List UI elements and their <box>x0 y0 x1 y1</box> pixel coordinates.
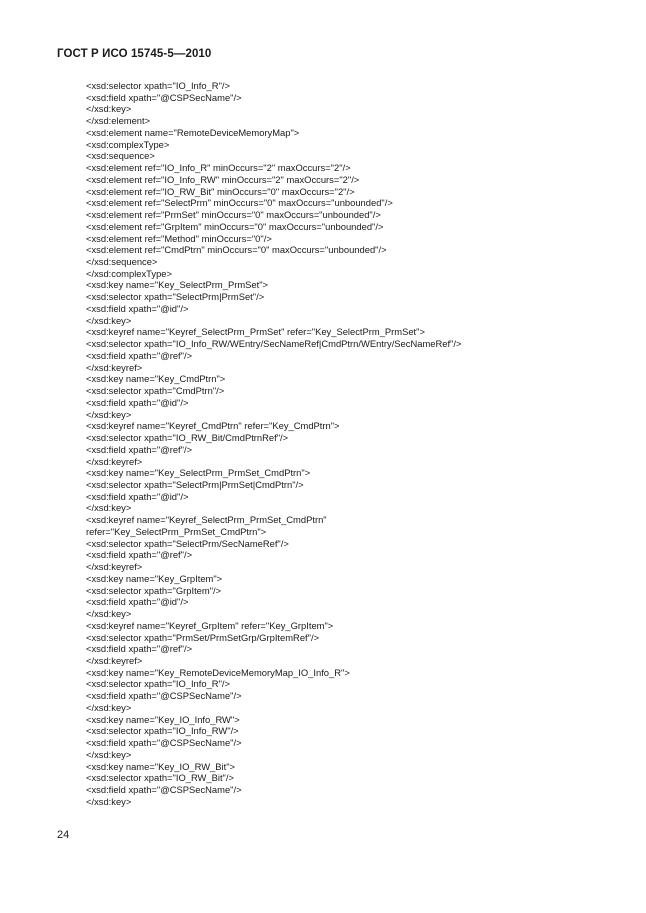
code-line: <xsd:key name="Key_SelectPrm_PrmSet_CmdPtrn"> <box>86 467 311 479</box>
code-line: </xsd:keyref> <box>86 654 143 666</box>
code-line: <xsd:field xpath="@id"/> <box>86 490 189 502</box>
code-line: </xsd:element> <box>86 115 151 127</box>
code-line: </xsd:key> <box>86 608 132 620</box>
code-line: <xsd:element ref="Method" minOccurs="0"/> <box>86 232 272 244</box>
code-line: <xsd:field xpath="@ref"/> <box>86 349 193 361</box>
code-line: </xsd:keyref> <box>86 361 143 373</box>
code-line: <xsd:selector xpath="IO_Info_R"/> <box>86 80 230 91</box>
code-line: <xsd:selector xpath="IO_Info_R"/> <box>86 678 230 690</box>
code-line: <xsd:element ref="SelectPrm" minOccurs="0" maxOccurs="unbounded"/> <box>86 197 393 209</box>
code-line: <xsd:element name="RemoteDeviceMemoryMap"> <box>86 126 300 138</box>
code-line: <xsd:keyref name="Keyref_SelectPrm_PrmSet_CmdPtrn" <box>86 514 327 526</box>
code-line: <xsd:key name="Key_IO_RW_Bit"> <box>86 760 236 772</box>
code-line: <xsd:selector xpath="IO_RW_Bit/CmdPtrnRef"/> <box>86 432 289 444</box>
code-line: </xsd:sequence> <box>86 256 158 268</box>
code-line: <xsd:element ref="PrmSet" minOccurs="0" maxOccurs="unbounded"/> <box>86 209 381 221</box>
code-line: <xsd:field xpath="@ref"/> <box>86 549 193 561</box>
code-line: <xsd:keyref name="Keyref_SelectPrm_PrmSet" refer="Key_SelectPrm_PrmSet"> <box>86 326 425 338</box>
code-line: <xsd:element ref="GrpItem" minOccurs="0" maxOccurs="unbounded"/> <box>86 220 384 232</box>
page-number: 24 <box>57 829 70 841</box>
code-line: <xsd:selector xpath="IO_Info_RW/WEntry/SecNameRef|CmdPtrn/WEntry/SecNameRef"/> <box>86 338 462 350</box>
code-line: <xsd:field xpath="@CSPSecName"/> <box>86 690 242 702</box>
code-line: <xsd:selector xpath="SelectPrm/SecNameRef"/> <box>86 537 289 549</box>
code-line: <xsd:keyref name="Keyref_CmdPtrn" refer="Key_CmdPtrn"> <box>86 420 340 432</box>
code-line: </xsd:key> <box>86 103 132 115</box>
code-line: <xsd:key name="Key_IO_Info_RW"> <box>86 713 240 725</box>
code-line: <xsd:element ref="IO_RW_Bit" minOccurs="0" maxOccurs="2"/> <box>86 185 355 197</box>
code-line: <xsd:key name="Key_GrpItem"> <box>86 572 223 584</box>
code-line: <xsd:sequence> <box>86 150 155 162</box>
code-line: <xsd:field xpath="@ref"/> <box>86 643 193 655</box>
code-line: <xsd:field xpath="@CSPSecName"/> <box>86 91 242 103</box>
code-line: <xsd:element ref="IO_Info_R" minOccurs="2" maxOccurs="2"/> <box>86 162 351 174</box>
code-line: <xsd:field xpath="@CSPSecName"/> <box>86 784 242 796</box>
code-line: </xsd:key> <box>86 314 132 326</box>
code-line: <xsd:selector xpath="SelectPrm|PrmSet|CmdPtrn"/> <box>86 478 304 490</box>
code-line: <xsd:field xpath="@CSPSecName"/> <box>86 737 242 749</box>
code-line: <xsd:key name="Key_SelectPrm_PrmSet"> <box>86 279 268 291</box>
code-line: <xsd:key name="Key_RemoteDeviceMemoryMap_IO_Info_R"> <box>86 666 350 678</box>
code-line: refer="Key_SelectPrm_PrmSet_CmdPtrn"> <box>86 525 267 537</box>
code-line: </xsd:complexType> <box>86 267 172 279</box>
code-line: <xsd:selector xpath="IO_Info_RW"/> <box>86 725 239 737</box>
code-line: <xsd:field xpath="@id"/> <box>86 302 189 314</box>
code-line: </xsd:keyref> <box>86 561 143 573</box>
code-line: <xsd:element ref="CmdPtrn" minOccurs="0" maxOccurs="unbounded"/> <box>86 244 387 256</box>
code-line: <xsd:element ref="IO_Info_RW" minOccurs="2" maxOccurs="2"/> <box>86 173 360 185</box>
document-header: ГОСТ Р ИСО 15745-5—2010 <box>57 48 212 60</box>
code-line: <xsd:field xpath="@ref"/> <box>86 443 193 455</box>
code-line: <xsd:field xpath="@id"/> <box>86 396 189 408</box>
code-line: <xsd:key name="Key_CmdPtrn"> <box>86 373 226 385</box>
code-line: <xsd:field xpath="@id"/> <box>86 596 189 608</box>
code-line: </xsd:key> <box>86 502 132 514</box>
code-line: </xsd:key> <box>86 795 132 807</box>
code-line: </xsd:key> <box>86 701 132 713</box>
code-line: <xsd:selector xpath="PrmSet/PrmSetGrp/GrpItemRef"/> <box>86 631 320 643</box>
code-line: <xsd:selector xpath="SelectPrm|PrmSet"/> <box>86 291 265 303</box>
code-line: <xsd:selector xpath="GrpItem"/> <box>86 584 222 596</box>
xsd-code-listing <box>86 80 461 808</box>
code-line: <xsd:keyref name="Keyref_GrpItem" refer="Key_GrpItem"> <box>86 619 334 631</box>
code-line: </xsd:keyref> <box>86 455 143 467</box>
code-line: <xsd:selector xpath="IO_RW_Bit"/> <box>86 772 234 784</box>
code-line: </xsd:key> <box>86 748 132 760</box>
code-line: </xsd:key> <box>86 408 132 420</box>
code-line: <xsd:complexType> <box>86 138 170 150</box>
code-line: <xsd:selector xpath="CmdPtrn"/> <box>86 385 225 397</box>
